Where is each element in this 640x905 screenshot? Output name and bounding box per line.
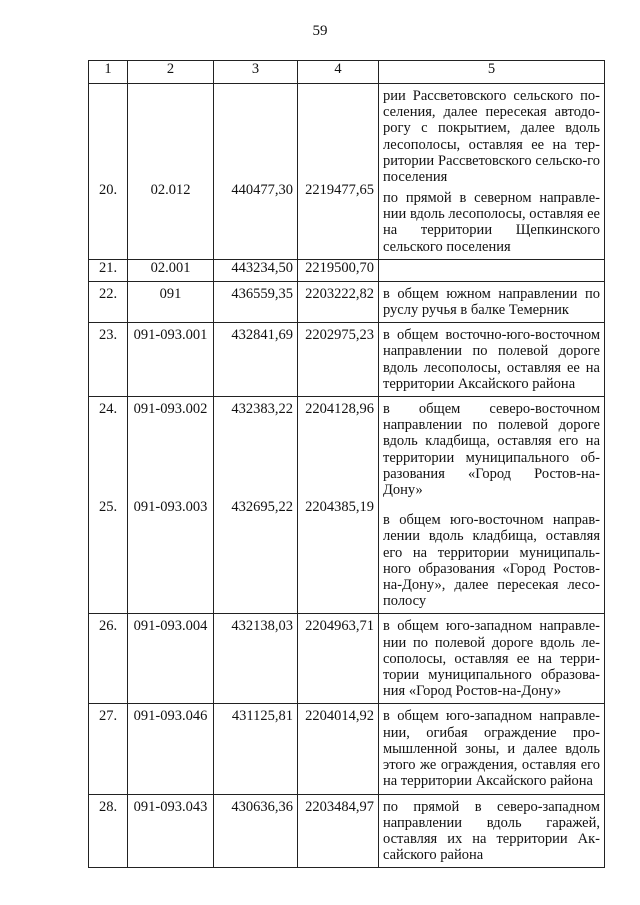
point-number: 20. bbox=[98, 182, 118, 198]
point-number: 24. bbox=[98, 401, 118, 418]
description: по прямой в северном направле-нии вдоль лесополосы, оставляя ее на территории Щепкинского сельского поселения bbox=[383, 190, 600, 255]
x-coordinate: 432383,22 bbox=[231, 401, 293, 418]
x-coordinate: 432695,22 bbox=[231, 499, 293, 516]
point-number: 27. bbox=[89, 704, 128, 794]
table-row bbox=[89, 323, 605, 397]
column-header: 4 bbox=[298, 61, 379, 84]
table-row bbox=[89, 259, 605, 281]
table-row bbox=[89, 397, 605, 614]
continued-description: рии Рассветовского сельского по-селения, далее пересекая автодо-рогу с покрытием, далее вдоль лесополосы, оставляя ее на тер-ритории Рассветовского сельско-го поселения bbox=[383, 88, 600, 186]
x-coordinate-cell bbox=[214, 84, 298, 260]
column-header: 3 bbox=[214, 61, 298, 84]
table-row bbox=[89, 281, 605, 322]
point-number-cell bbox=[89, 397, 128, 614]
point-code: 091-093.003 bbox=[133, 499, 208, 516]
point-code: 02.012 bbox=[150, 182, 191, 198]
x-coordinate: 443234,50 bbox=[214, 259, 298, 281]
point-code: 02.001 bbox=[128, 259, 214, 281]
y-coordinate: 2202975,23 bbox=[298, 323, 379, 397]
point-code: 091-093.046 bbox=[128, 704, 214, 794]
column-header: 5 bbox=[379, 61, 605, 84]
x-coordinate: 432841,69 bbox=[214, 323, 298, 397]
point-code: 091-093.001 bbox=[128, 323, 214, 397]
column-header: 1 bbox=[89, 61, 128, 84]
point-code: 091-093.043 bbox=[128, 794, 214, 868]
point-number: 21. bbox=[89, 259, 128, 281]
y-coordinate: 2219477,65 bbox=[305, 182, 374, 198]
point-number-cell bbox=[89, 84, 128, 260]
point-number: 22. bbox=[89, 281, 128, 322]
description-cell bbox=[379, 84, 605, 260]
point-code: 091-093.002 bbox=[133, 401, 208, 418]
x-coordinate: 430636,36 bbox=[214, 794, 298, 868]
description-cell bbox=[379, 397, 605, 614]
table-row bbox=[89, 84, 605, 260]
y-coordinate: 2203484,97 bbox=[298, 794, 379, 868]
point-number: 25. bbox=[98, 499, 118, 516]
table-row bbox=[89, 704, 605, 794]
page-number: 59 bbox=[312, 23, 328, 39]
point-code-cell bbox=[128, 84, 214, 260]
x-coordinate: 436559,35 bbox=[214, 281, 298, 322]
point-number: 23. bbox=[89, 323, 128, 397]
x-coordinate: 440477,30 bbox=[231, 182, 293, 198]
point-code-cell bbox=[128, 397, 214, 614]
point-code: 091-093.004 bbox=[128, 614, 214, 704]
boundary-points-table bbox=[88, 60, 605, 868]
y-coordinate-cell bbox=[298, 397, 379, 614]
y-coordinate: 2204963,71 bbox=[298, 614, 379, 704]
x-coordinate: 431125,81 bbox=[214, 704, 298, 794]
y-coordinate: 2204385,19 bbox=[305, 499, 374, 516]
description bbox=[379, 259, 605, 281]
y-coordinate: 2219500,70 bbox=[298, 259, 379, 281]
description: в общем юго-западном направле-нии по полевой дороге вдоль ле-сополосы, оставляя ее на терри-тории муниципального образова-ния «Город Ростов-на-Дону» bbox=[379, 614, 605, 704]
description: в общем восточно-юго-восточном направлении по полевой дороге вдоль лесополосы, оставляя ее на территории Аксайского района bbox=[379, 323, 605, 397]
x-coordinate-cell bbox=[214, 397, 298, 614]
description: по прямой в северо-западном направлении вдоль гаражей, оставляя их на территории Ак-сайского района bbox=[379, 794, 605, 868]
point-number: 28. bbox=[89, 794, 128, 868]
description: в общем северо-восточном направлении по полевой дороге вдоль кладбища, оставляя его на территории муниципального об-разования «Город Ростов-на-Дону» bbox=[383, 401, 600, 499]
y-coordinate: 2204128,96 bbox=[305, 401, 374, 418]
y-coordinate: 2204014,92 bbox=[298, 704, 379, 794]
description: в общем юго-западном направле-нии, огибая ограждение про-мышленной зоны, и далее вдоль этого же ограждения, оставляя его на территории Аксайского района bbox=[379, 704, 605, 794]
table-row bbox=[89, 614, 605, 704]
y-coordinate: 2203222,82 bbox=[298, 281, 379, 322]
description: в общем юго-восточном направ-лении вдоль кладбища, оставляя его на территории муниципаль-ного образования «Город Ростов-на-Дону», далее пересекая лесо-полосу bbox=[383, 512, 600, 610]
column-header: 2 bbox=[128, 61, 214, 84]
description: в общем южном направлении по руслу ручья в балке Темерник bbox=[379, 281, 605, 322]
x-coordinate: 432138,03 bbox=[214, 614, 298, 704]
table-row bbox=[89, 794, 605, 868]
point-number: 26. bbox=[89, 614, 128, 704]
point-code: 091 bbox=[128, 281, 214, 322]
table-header-row bbox=[89, 61, 605, 84]
y-coordinate-cell bbox=[298, 84, 379, 260]
